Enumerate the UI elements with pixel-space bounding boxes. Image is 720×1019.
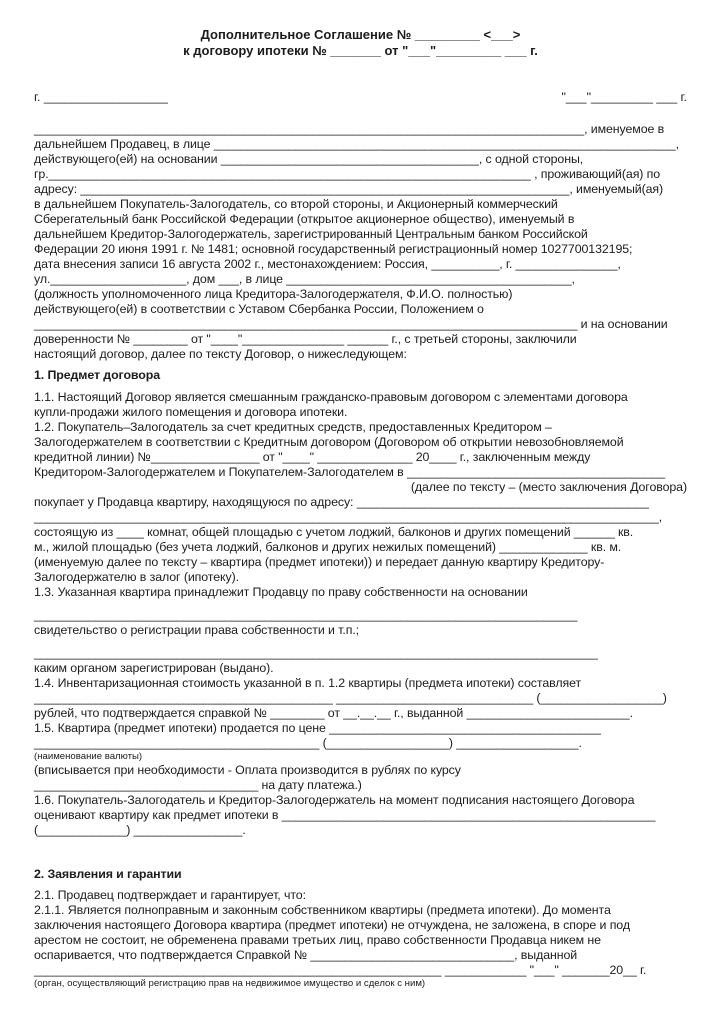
inventory-value-blank-line: ____________________________________________ _____________________________ (__________________) [34, 691, 667, 705]
clause-1-6-line: 1.6. Покупатель-Залогодатель и Кредитор-Залогодержатель на момент подписания настоящего Договора [34, 793, 635, 807]
document-body [34, 122, 687, 990]
issuance-date-blank-line: ____________________________________________________________ ____________ "___" _______20__ г. [34, 963, 647, 977]
authorized-person-note: (должность уполномоченного лица Кредитора-Залогодержателя, Ф.И.О. полностью) [34, 287, 513, 301]
clause-1-1-line: 1.1. Настоящий Договор является смешанным гражданско-правовым договором с элементами договора [34, 390, 628, 404]
basis-continuation-line: ________________________________________________________________________________ и на основании [34, 317, 668, 331]
preamble-line: дальнейшем Кредитор-Залогодержатель, зарегистрированный Центральным банком Российской [34, 227, 588, 241]
clause-1-3-line: 1.3. Указанная квартира принадлежит Продавцу по праву собственности на основании [34, 585, 528, 599]
registration-authority-note: (орган, осуществляющий регистрацию прав на недвижимое имущество и сделок с ним) [34, 978, 426, 989]
ownership-basis-blank-line: ________________________________________________________________________________ [34, 608, 578, 622]
payment-note-line: _________________________________ на дату платежа.) [34, 778, 362, 792]
clause-2-1-1-line: 2.1.1. Является полноправным и законным собственником квартиры (предмета ипотеки). До момента [34, 903, 611, 917]
section-1-heading: 1. Предмет договора [34, 368, 160, 382]
clause-1-2-line: Кредитором-Залогодержателем и Покупателем-Залогодателем в ______________________________________ [34, 465, 666, 479]
apartment-description-line: Залогодержателю в залог (ипотеку). [34, 570, 239, 584]
apartment-address-line: покупает у Продавца квартиру, находящуюся по адресу: ___________________________________________ [34, 495, 649, 509]
currency-name-note: (наименование валюты) [34, 751, 143, 762]
address-line: адресу: ________________________________________________________________________, именуемый(ая) [34, 182, 664, 196]
credit-agreement-number-line: кредитной линии) №________________ от "____" ______________ 20____ г., заключенным между [34, 450, 591, 464]
date-blank: "___"_________ ___ г. [561, 90, 687, 104]
place-date-row [34, 90, 687, 105]
city-blank: г. __________________ [34, 90, 168, 104]
clause-2-1-1-line: оспаривается, что подтверждается Справкой № ______________________________, выданной [34, 948, 578, 962]
clause-1-5-line: 1.5. Квартира (предмет ипотеки) продается по цене ________________________________________ [34, 721, 601, 735]
price-blank-line: __________________________________________ (__________________) __________________. [34, 736, 582, 750]
place-of-conclusion-note: (далее по тексту – (место заключения Договора) [410, 480, 687, 494]
power-of-attorney-line: доверенности № ________ от "____"_______________ ______ г., с третьей стороны, заключили [34, 332, 577, 346]
clause-2-1-line: 2.1. Продавец подтверждает и гарантирует, что: [34, 888, 306, 902]
title-line-1: Дополнительное Соглашение № _________ <___> [200, 27, 521, 42]
apartment-description-line: состоящую из ____ комнат, общей площадью с учетом лоджий, балконов и других помещений ______ кв. [34, 525, 634, 539]
seller-representative-line: дальнейшем Продавец, в лице ____________________________________________________________________, [34, 137, 679, 151]
payment-note-line: (вписывается при необходимости - Оплата производится в рублях по курсу [34, 763, 461, 777]
acting-on-basis-line: действующего(ей) на основании ______________________________________, с одной стороны, [34, 152, 584, 166]
clause-1-2-line: Залогодержателем в соответствии с Кредитным договором (Договором об открытии невозобновляемой [34, 435, 624, 449]
appraisal-blank-line: (_____________) ________________. [34, 823, 246, 837]
clause-1-4-line: 1.4. Инвентаризационная стоимость указанной в п. 1.2 квартиры (предмета ипотеки) составляет [34, 676, 582, 690]
clause-1-2-line: 1.2. Покупатель–Залогодатель за счет кредитных средств, предоставленных Кредитором – [34, 420, 552, 434]
appraisal-blank-line: оценивают квартиру как предмет ипотеки в _______________________________________________________ [34, 808, 656, 822]
registering-body-note: каким органом зарегистрирован (выдано). [34, 661, 274, 675]
apartment-description-line: (именуемую далее по тексту – квартира (предмет ипотеки)) и передает данную квартиру Кредитору- [34, 555, 605, 569]
preamble-line: в дальнейшем Покупатель-Залогодатель, со второй стороны, и Акционерный коммерческий [34, 197, 558, 211]
seller-name-line: _________________________________________________________________________________, именуемое в [34, 122, 665, 136]
section-2-heading: 2. Заявления и гарантии [34, 867, 182, 881]
ownership-certificate-note: свидетельство о регистрации права собственности и т.п.; [34, 623, 360, 637]
title-block [34, 27, 687, 59]
bank-registration-line: Федерации 20 июня 1991 г. № 1481; основной государственный регистрационный номер 1027700132195; [34, 242, 633, 256]
street-house-representative-line: ул.____________________, дом ___, в лице __________________________________________, [34, 272, 575, 286]
charter-basis-line: действующего(ей) в соответствии с Уставом Сбербанка России, Положением о [34, 302, 484, 316]
preamble-line: Сберегательный банк Российской Федерации (открытое акционерное общество), именуемый в [34, 212, 575, 226]
registering-body-blank-line: ___________________________________________________________________________________ [34, 646, 598, 660]
registration-date-location-line: дата внесения записи 16 августа 2002 г., местонахождением: Россия, __________, г. _______________, [34, 257, 621, 271]
title-line-2: к договору ипотеки № _______ от "___"_________ ___ г. [183, 43, 538, 58]
citizen-name-line: гр._______________________________________________________________________ , проживающий(ая) по [34, 167, 661, 181]
apartment-description-line: м., жилой площадью (без учета лоджий, балконов и других нежилых помещений) _____________ кв. м. [34, 540, 622, 554]
clause-1-1-line: купли-продажи жилого помещения и договора ипотеки. [34, 405, 348, 419]
clause-2-1-1-line: арестом не состоит, не обременена правами третьих лиц, право собственности Продавца никем не [34, 933, 601, 947]
apartment-address-blank-line: ____________________________________________________________________________________________, [34, 510, 663, 524]
certificate-reference-line: рублей, что подтверждается справкой № ________ от __.__.__ г., выданной ________________________. [34, 706, 633, 720]
contract-conclusion-line: настоящий договор, далее по тексту Договор, о нижеследующем: [34, 347, 407, 361]
clause-2-1-1-line: заключения настоящего Договора квартира (предмет ипотеки) не отчуждена, не заложена, в споре и под [34, 918, 630, 932]
